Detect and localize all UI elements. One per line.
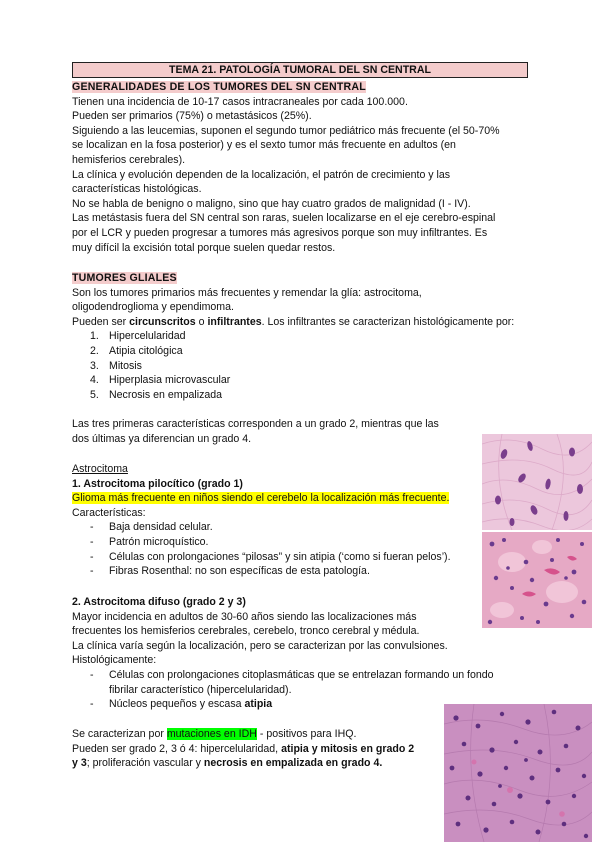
generalidades-section xyxy=(72,80,532,255)
pilocitico-list xyxy=(72,520,482,578)
difuso-line-3: Histológicamente: xyxy=(72,654,157,667)
generalidades-heading: GENERALIDADES DE LOS TUMORES DEL SN CENTRAL xyxy=(72,81,366,93)
gliales-heading: TUMORES GLIALES xyxy=(72,272,177,284)
list-item: 3. Mitosis xyxy=(90,359,142,372)
list-item: 4. Hiperplasia microvascular xyxy=(90,374,231,387)
gliales-section xyxy=(72,271,532,446)
grado-line-2: dos últimas ya diferencian un grado 4. xyxy=(72,432,252,445)
grado-line-1: Las tres primeras características corresponden a un grado 2, mientras que las xyxy=(72,417,439,430)
idh-line: Se caracterizan por mutaciones en IDH - positivos para IHQ. xyxy=(72,728,357,740)
gen-line-2: Siguiendo a las leucemias, suponen el segundo tumor pediátrico más frecuente (el 50-70% xyxy=(72,124,500,137)
list-item: - Células con prolongaciones citoplasmáticas que se entrelazan formando un fondo fibrilar característico (hipercelularidad). xyxy=(72,668,502,697)
circunscritos-term: circunscritos xyxy=(129,315,196,328)
features-list xyxy=(72,329,532,402)
gliales-intro-2: oligodendroglioma y ependimoma. xyxy=(72,301,234,314)
difuso-line-0: Mayor incidencia en adultos de 30-60 años siendo las localizaciones más xyxy=(72,610,417,623)
astrocitoma-heading: Astrocitoma xyxy=(72,463,128,475)
idh-section xyxy=(72,727,442,771)
gen-line-4: hemisferios cerebrales). xyxy=(72,153,186,166)
gen-line-10: muy difícil la excisión total porque suelen quedar restos. xyxy=(72,241,336,254)
list-item: 2. Atipia citológica xyxy=(90,344,183,357)
astrocitoma-section xyxy=(72,462,482,579)
difuso-section xyxy=(72,595,502,712)
gen-line-6: características histológicas. xyxy=(72,183,202,196)
gen-line-3: se localizan en la fosa posterior) y es el sexto tumor más frecuente en adultos (en xyxy=(72,139,456,152)
grado-idh-line: Pueden ser grado 2, 3 ó 4: hipercelularidad, atipia y mitosis en grado 2 y 3; proliferación vascular y necrosis en empalizada en grado 4. xyxy=(72,742,415,770)
list-item: - Patrón microquístico. xyxy=(72,535,482,550)
difuso-line-2: La clínica varía según la localización, pero se caracterizan por las convulsiones. xyxy=(72,639,448,652)
difuso-list xyxy=(72,668,502,712)
gen-line-1: Pueden ser primarios (75%) o metastásicos (25%). xyxy=(72,110,312,123)
pilocitico-highlight: Glioma más frecuente en niños siendo el cerebelo la localización más frecuente. xyxy=(72,492,450,505)
idh-highlight: mutaciones en IDH xyxy=(166,728,257,740)
list-item: 1. Hipercelularidad xyxy=(90,330,186,343)
list-item: - Células con prolongaciones “pilosas” y sin atipia (‘como si fueran pelos’). xyxy=(72,550,482,565)
gliales-intro-1: Son los tumores primarios más frecuentes y remendar la glía: astrocitoma, xyxy=(72,286,422,299)
gen-line-5: La clínica y evolución dependen de la localización, el patrón de crecimiento y las xyxy=(72,168,451,181)
list-item: 5. Necrosis en empalizada xyxy=(90,388,223,401)
page-title: TEMA 21. PATOLOGÍA TUMORAL DEL SN CENTRAL xyxy=(72,62,528,78)
difuso-line-1: frecuentes los hemisferios cerebrales, cerebelo, tronco cerebral y médula. xyxy=(72,625,420,638)
difuso-title: 2. Astrocitoma difuso (grado 2 y 3) xyxy=(72,596,246,608)
histology-image-pilocitico xyxy=(482,434,592,530)
caracteristicas-label: Características: xyxy=(72,506,146,519)
gen-line-7: No se habla de benigno o maligno, sino que hay cuatro grados de malignidad (I - IV). xyxy=(72,197,471,210)
gliales-pueden: Pueden ser circunscritos o infiltrantes. Los infiltrantes se caracterizan histológicamente por: xyxy=(72,315,515,328)
histology-image-rosenthal xyxy=(482,532,592,628)
gen-line-8: Las metástasis fuera del SN central son raras, suelen localizarse en el eje cerebro-espinal xyxy=(72,212,496,225)
list-item: - Núcleos pequeños y escasa atipia xyxy=(72,697,502,712)
pilocitico-title: 1. Astrocitoma pilocítico (grado 1) xyxy=(72,477,243,490)
infiltrantes-term: infiltrantes xyxy=(207,315,262,328)
list-item: - Fibras Rosenthal: no son específicas de esta patología. xyxy=(72,564,482,579)
list-item: - Baja densidad celular. xyxy=(72,520,482,535)
gen-line-0: Tienen una incidencia de 10-17 casos intracraneales por cada 100.000. xyxy=(72,95,408,108)
histology-image-difuso xyxy=(444,704,592,842)
gen-line-9: por el LCR y pueden progresar a tumores más agresivos porque son muy infiltrantes. Es xyxy=(72,226,488,239)
